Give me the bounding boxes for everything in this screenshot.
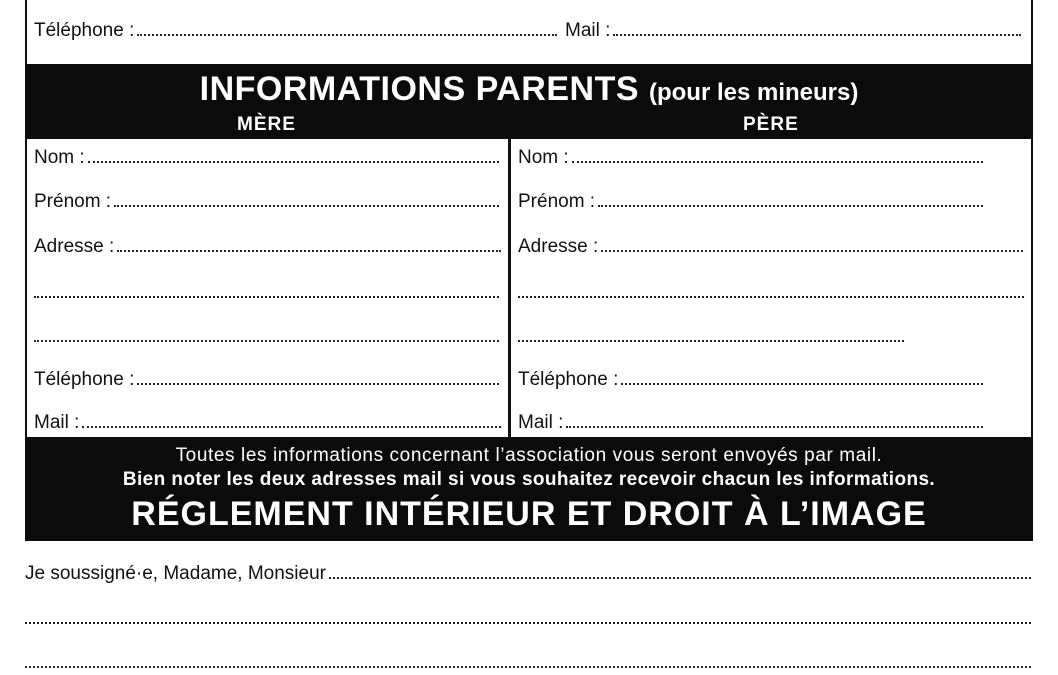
dotted-line — [25, 622, 1031, 624]
mother-telephone-label: Téléphone : — [34, 369, 135, 390]
dotted-line — [88, 161, 499, 163]
father-telephone-label: Téléphone : — [518, 369, 619, 390]
dotted-line — [518, 296, 1024, 298]
mother-adresse-field[interactable] — [34, 232, 501, 258]
dotted-line — [137, 34, 557, 36]
soussigne-line-3[interactable] — [25, 648, 1031, 674]
dotted-line — [117, 250, 501, 252]
dotted-line — [572, 161, 983, 163]
mother-adresse-line-2[interactable] — [34, 278, 499, 304]
mail-label: Mail : — [565, 20, 611, 41]
mother-telephone-field[interactable] — [34, 365, 499, 391]
father-prenom-label: Prénom : — [518, 191, 596, 212]
info-band — [25, 437, 1033, 541]
mother-mail-label: Mail : — [34, 412, 80, 433]
mother-mail-field[interactable] — [34, 408, 501, 434]
dotted-line — [25, 666, 1031, 668]
parents-title-text: INFORMATIONS PARENTS — [199, 70, 640, 108]
reglement-heading: RÉGLEMENT INTÉRIEUR ET DROIT À L’IMAGE — [131, 495, 927, 533]
father-telephone-field[interactable] — [518, 365, 983, 391]
dotted-line — [329, 577, 1031, 579]
column-divider — [508, 139, 511, 437]
telephone-label: Téléphone : — [34, 20, 135, 41]
dotted-line — [34, 340, 499, 342]
parents-header-band — [25, 64, 1033, 139]
father-nom-field[interactable] — [518, 143, 983, 169]
mother-prenom-field[interactable] — [34, 187, 499, 213]
dotted-line — [613, 34, 1021, 36]
father-adresse-line-3[interactable] — [518, 322, 904, 348]
telephone-field[interactable] — [34, 16, 557, 42]
soussigne-label: Je soussigné·e, Madame, Monsieur — [25, 563, 326, 584]
parents-subtitle: (pour les mineurs) — [648, 79, 859, 106]
mother-adresse-line-3[interactable] — [34, 322, 499, 348]
parents-title — [25, 70, 1033, 109]
dotted-line — [566, 426, 983, 428]
mother-nom-label: Nom : — [34, 147, 85, 168]
father-adresse-label: Adresse : — [518, 236, 599, 257]
dotted-line — [621, 383, 983, 385]
dotted-line — [34, 296, 499, 298]
dotted-line — [82, 426, 501, 428]
father-heading: PÈRE — [743, 114, 799, 135]
mail-field[interactable] — [565, 16, 1021, 42]
mother-prenom-label: Prénom : — [34, 191, 112, 212]
dotted-line — [598, 205, 983, 207]
soussigne-field[interactable] — [25, 559, 1031, 585]
father-nom-label: Nom : — [518, 147, 569, 168]
father-adresse-line-2[interactable] — [518, 278, 1024, 304]
mother-adresse-label: Adresse : — [34, 236, 115, 257]
mail-notice: Toutes les informations concernant l’association vous seront envoyés par mail. — [175, 445, 883, 466]
dotted-line — [601, 250, 1023, 252]
father-mail-field[interactable] — [518, 408, 983, 434]
father-adresse-field[interactable] — [518, 232, 1023, 258]
dotted-line — [114, 205, 499, 207]
soussigne-line-2[interactable] — [25, 604, 1031, 630]
mother-nom-field[interactable] — [34, 143, 499, 169]
father-prenom-field[interactable] — [518, 187, 983, 213]
dotted-line — [518, 340, 904, 342]
father-mail-label: Mail : — [518, 412, 564, 433]
mail-notice-bold: Bien noter les deux adresses mail si vous souhaitez recevoir chacun les informations. — [122, 469, 936, 490]
dotted-line — [137, 383, 499, 385]
mother-heading: MÈRE — [237, 114, 296, 135]
